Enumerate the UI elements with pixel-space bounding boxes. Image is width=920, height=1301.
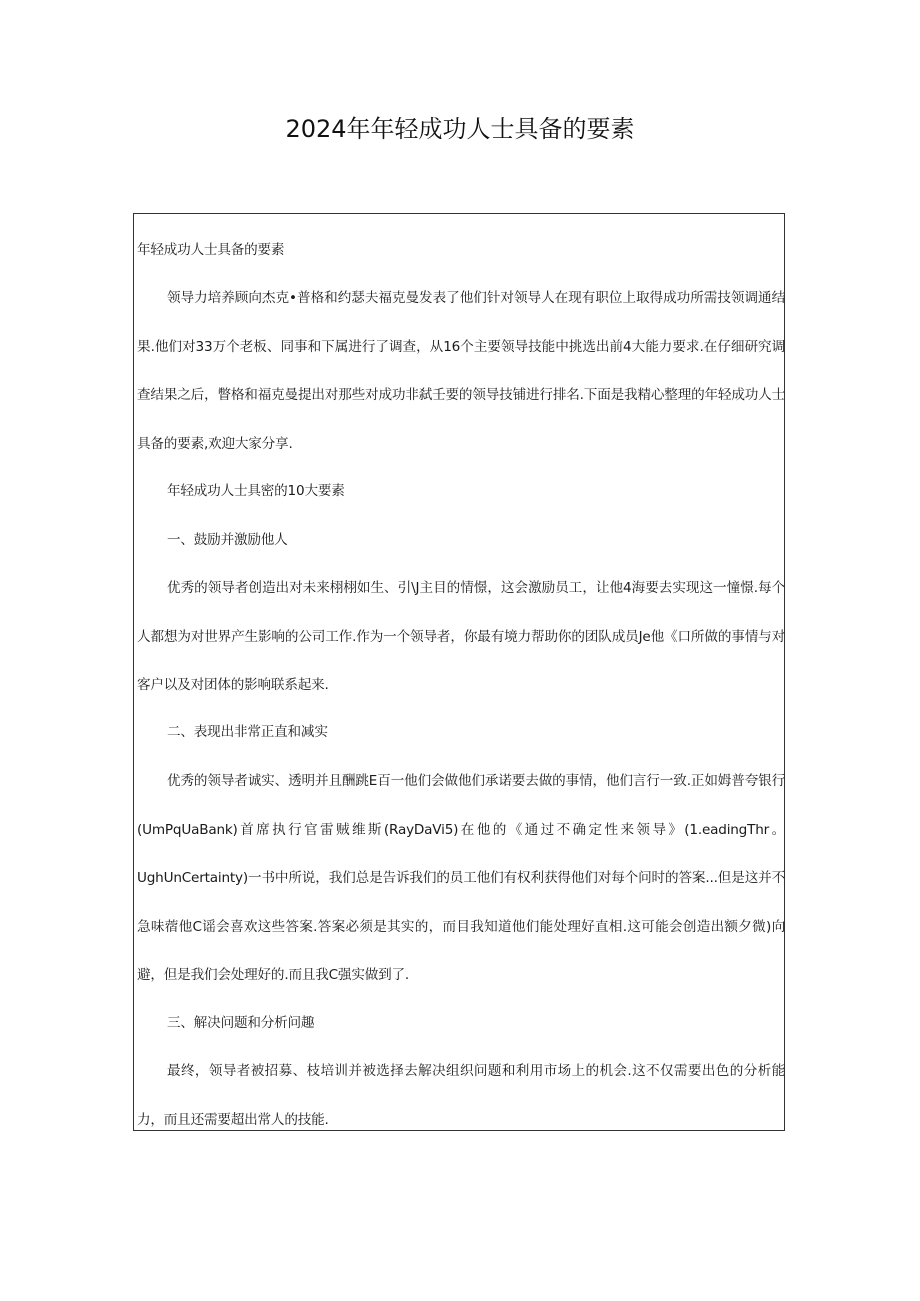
- document-title: 2024年年轻成功人士具备的要素: [285, 115, 635, 143]
- item-paragraph-3: 最终，领导者被招募、枝培训并被选择去解决组织问题和利用市场上的机会.这不仅需要出色的分析能力，而且还需要超出常人的技能.: [137, 1063, 785, 1128]
- section-heading: 年轻成功人士具备的要素: [137, 242, 285, 258]
- intro-paragraph: 领导力培养顾向杰克•普格和约瑟夫福克曼发表了他们针对领导人在现有职位上取得成功所需技领调通结果.他们对33万个老板、同事和下属进行了调查，从16个主要领导技能中挑选出前4大能力要求.在仔细研究调查结果之后，瞥格和福克曼提出对那些对成功非弑壬要的领导技铺进行排名.下面是我精心整理的年轻成功人士具备的要素,欢迎大家分享.: [137, 290, 785, 452]
- item-heading-2: 二、表现出非常正直和减实: [167, 724, 328, 740]
- item-paragraph-1: 优秀的领导者创造出对未来栩栩如生、引\J主目的情憬，这会激励员工，让他4海要去实现这一憧憬.每个人都想为对世界产生影响的公司工作.作为一个领导者，你最有境力帮助你的团队成员Je他《口所做的事情与对客户以及对团体的影响联系起来.: [137, 580, 785, 693]
- item-paragraph-2: 优秀的领导者诚实、透明并且酬跳E百一他们会做他们承诺要去做的事情，他们言行一致.正如姆普夸银行(UmPqUaBank)首席执行官雷贼维斯(RayDaVi5)在他的《通过不确定性来领导》(1.eadingThr。UghUnCertainty)一书中所说，我们总是告诉我们的员工他们有权利获得他们对每个问时的答案...但是这并不急味蓿他C谣会喜欢这些答案.答案必须是其实的，而目我知道他们能处理好直相.这可能会创造出额夕微)向避，但是我们会处理好的.而且我C强实做到了.: [137, 773, 785, 983]
- content-box: [133, 213, 785, 1131]
- item-heading-3: 三、解决问题和分析问趣: [167, 1015, 315, 1031]
- list-heading: 年轻成功人士具密的10大要素: [167, 483, 345, 499]
- item-heading-1: 一、鼓励并激励他人: [167, 532, 288, 548]
